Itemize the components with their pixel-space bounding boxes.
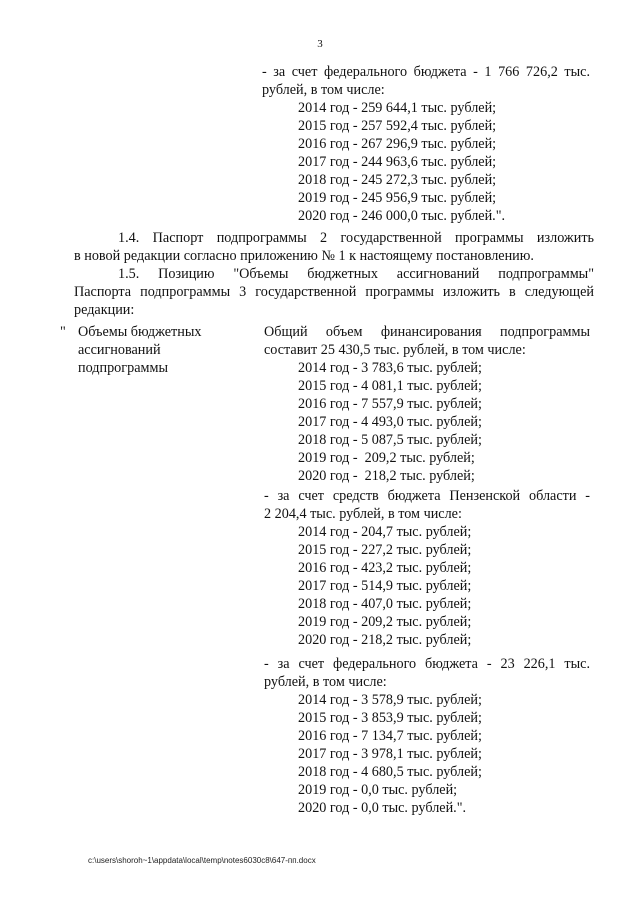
total-year-line: 2015 год - 4 081,1 тыс. рублей; — [298, 378, 482, 394]
total-line1: Общий объем финансирования подпрограммы — [264, 324, 590, 340]
regional-year-line: 2017 год - 514,9 тыс. рублей; — [298, 578, 472, 594]
federal-year-line: 2019 год - 0,0 тыс. рублей; — [298, 782, 458, 798]
federal-year-line: 2016 год - 7 134,7 тыс. рублей; — [298, 728, 482, 744]
top-year-line: 2018 год - 245 272,3 тыс. рублей; — [298, 172, 497, 188]
top-federal-line2: рублей, в том числе: — [262, 82, 385, 98]
table-left-label-line3: подпрограммы — [78, 360, 168, 376]
total-year-line: 2019 год - 209,2 тыс. рублей; — [298, 450, 475, 466]
federal-year-line: 2017 год - 3 978,1 тыс. рублей; — [298, 746, 482, 762]
regional-line2: 2 204,4 тыс. рублей, в том числе: — [264, 506, 462, 522]
total-line2: составит 25 430,5 тыс. рублей, в том числе: — [264, 342, 526, 358]
paragraph-1-5-line1: 1.5. Позицию "Объемы бюджетных ассигнований подпрограммы" — [118, 266, 594, 282]
total-year-line: 2018 год - 5 087,5 тыс. рублей; — [298, 432, 482, 448]
total-year-line: 2017 год - 4 493,0 тыс. рублей; — [298, 414, 482, 430]
federal-year-line: 2020 год - 0,0 тыс. рублей.". — [298, 800, 467, 816]
regional-line1: - за счет средств бюджета Пензенской области - — [264, 488, 590, 504]
regional-year-line: 2019 год - 209,2 тыс. рублей; — [298, 614, 472, 630]
table-left-label-line2: ассигнований — [78, 342, 161, 358]
top-year-line: 2020 год - 246 000,0 тыс. рублей.". — [298, 208, 506, 224]
page-number: 3 — [317, 38, 323, 50]
paragraph-1-5-line2: Паспорта подпрограммы 3 государственной программы изложить в следующей — [74, 284, 594, 300]
federal-year-line: 2014 год - 3 578,9 тыс. рублей; — [298, 692, 482, 708]
regional-year-line: 2018 год - 407,0 тыс. рублей; — [298, 596, 472, 612]
federal-line2: рублей, в том числе: — [264, 674, 387, 690]
regional-year-line: 2015 год - 227,2 тыс. рублей; — [298, 542, 472, 558]
top-year-line: 2016 год - 267 296,9 тыс. рублей; — [298, 136, 497, 152]
federal-year-line: 2018 год - 4 680,5 тыс. рублей; — [298, 764, 482, 780]
paragraph-1-4-line2: в новой редакции согласно приложению № 1 к настоящему постановлению. — [74, 248, 534, 264]
federal-year-line: 2015 год - 3 853,9 тыс. рублей; — [298, 710, 482, 726]
regional-year-line: 2020 год - 218,2 тыс. рублей; — [298, 632, 472, 648]
top-year-line: 2019 год - 245 956,9 тыс. рублей; — [298, 190, 497, 206]
table-left-label-line1: Объемы бюджетных — [78, 324, 202, 340]
top-year-line: 2014 год - 259 644,1 тыс. рублей; — [298, 100, 497, 116]
regional-year-line: 2014 год - 204,7 тыс. рублей; — [298, 524, 472, 540]
open-quote: " — [60, 324, 66, 340]
total-year-line: 2014 год - 3 783,6 тыс. рублей; — [298, 360, 482, 376]
total-year-line: 2020 год - 218,2 тыс. рублей; — [298, 468, 475, 484]
footer-file-path: c:\users\shoroh~1\appdata\local\temp\notes6030c8\647-пп.docx — [88, 856, 316, 865]
paragraph-1-4-line1: 1.4. Паспорт подпрограммы 2 государственной программы изложить — [118, 230, 594, 246]
paragraph-1-5-line3: редакции: — [74, 302, 135, 318]
top-year-line: 2015 год - 257 592,4 тыс. рублей; — [298, 118, 497, 134]
federal-line1: - за счет федерального бюджета - 23 226,1 тыс. — [264, 656, 590, 672]
total-year-line: 2016 год - 7 557,9 тыс. рублей; — [298, 396, 482, 412]
top-federal-line1: - за счет федерального бюджета - 1 766 726,2 тыс. — [262, 64, 590, 80]
top-year-line: 2017 год - 244 963,6 тыс. рублей; — [298, 154, 497, 170]
regional-year-line: 2016 год - 423,2 тыс. рублей; — [298, 560, 472, 576]
